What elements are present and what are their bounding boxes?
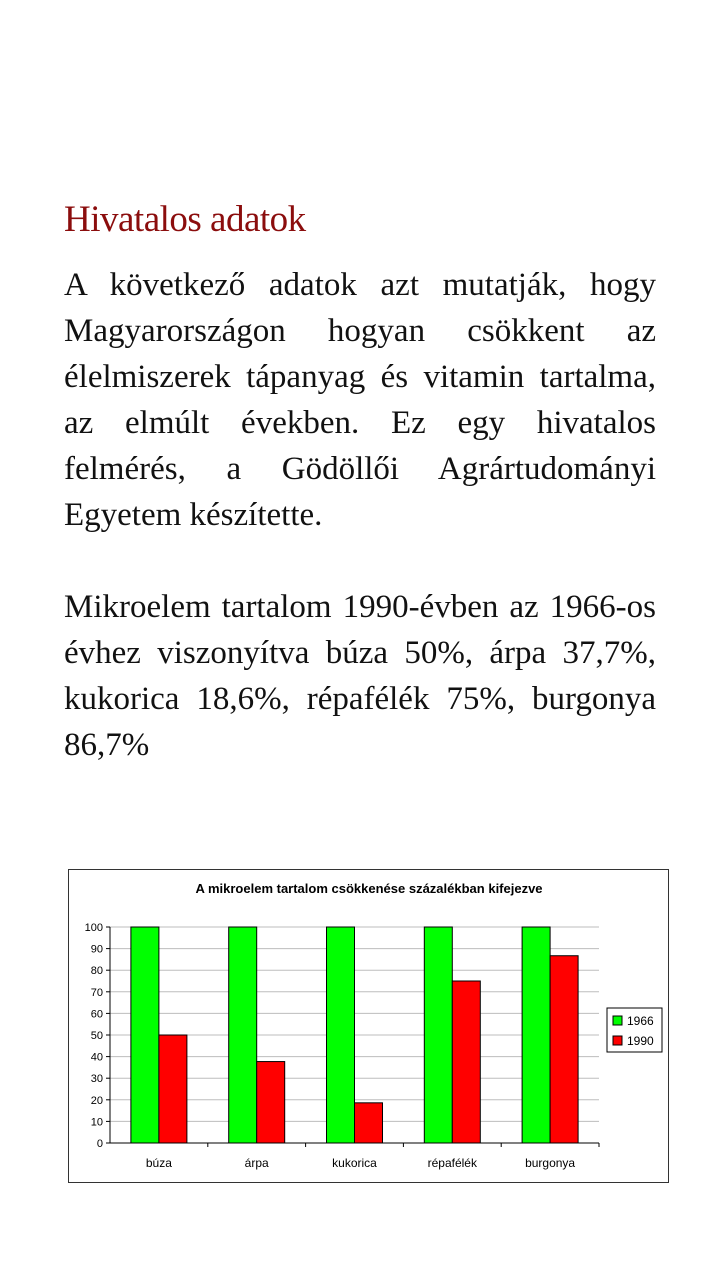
legend-label-1966: 1966 bbox=[627, 1014, 654, 1028]
y-tick-label: 10 bbox=[90, 1116, 103, 1129]
page-title: Hivatalos adatok bbox=[64, 199, 306, 240]
legend-swatch-1990 bbox=[613, 1036, 622, 1045]
bar-1966-búza bbox=[131, 927, 159, 1143]
x-tick-label: répafélék bbox=[427, 1156, 477, 1170]
y-tick-label: 40 bbox=[90, 1051, 103, 1064]
bar-1990-árpa bbox=[257, 1062, 285, 1143]
intro-paragraph: A következő adatok azt mutatják, hogy Magyarországon hogyan csökkent az élelmiszerek tápanyag és vitamin tartalma, az elmúlt években. Ez egy hivatalos felmérés, a Gödöllői Agrártudományi Egyetem készítette. bbox=[64, 267, 656, 533]
x-tick-label: árpa bbox=[244, 1156, 269, 1170]
y-tick-label: 90 bbox=[90, 943, 103, 956]
legend-swatch-1966 bbox=[613, 1016, 622, 1025]
y-tick-label: 70 bbox=[90, 986, 103, 999]
bar-1990-búza bbox=[159, 1035, 187, 1143]
x-tick-label: burgonya bbox=[525, 1156, 576, 1170]
y-tick-label: 20 bbox=[90, 1094, 103, 1107]
bar-1990-kukorica bbox=[355, 1103, 383, 1143]
bar-1990-burgonya bbox=[550, 956, 578, 1143]
bar-1966-burgonya bbox=[522, 927, 550, 1143]
chart-canvas bbox=[69, 870, 670, 1184]
bar-1966-kukorica bbox=[327, 927, 355, 1143]
bar-1966-árpa bbox=[229, 927, 257, 1143]
y-tick-label: 100 bbox=[84, 922, 103, 934]
legend-label-1990: 1990 bbox=[627, 1034, 654, 1048]
y-tick-label: 50 bbox=[90, 1030, 103, 1042]
y-tick-label: 0 bbox=[96, 1138, 103, 1150]
bar-1966-répafélék bbox=[424, 927, 452, 1143]
chart-title: A mikroelem tartalom csökkenése százalékban kifejezve bbox=[195, 881, 543, 896]
y-tick-label: 80 bbox=[90, 965, 103, 978]
bar-1990-répafélék bbox=[452, 981, 480, 1143]
y-tick-label: 60 bbox=[90, 1008, 103, 1021]
x-tick-label: kukorica bbox=[332, 1156, 377, 1170]
y-tick-label: 30 bbox=[90, 1073, 103, 1086]
microelement-paragraph: Mikroelem tartalom 1990-évben az 1966-os évhez viszonyítva búza 50%, árpa 37,7%, kukorica 18,6%, répafélék 75%, burgonya 86,7% bbox=[64, 589, 656, 763]
x-tick-label: búza bbox=[145, 1156, 172, 1170]
bar-chart bbox=[68, 869, 669, 1183]
